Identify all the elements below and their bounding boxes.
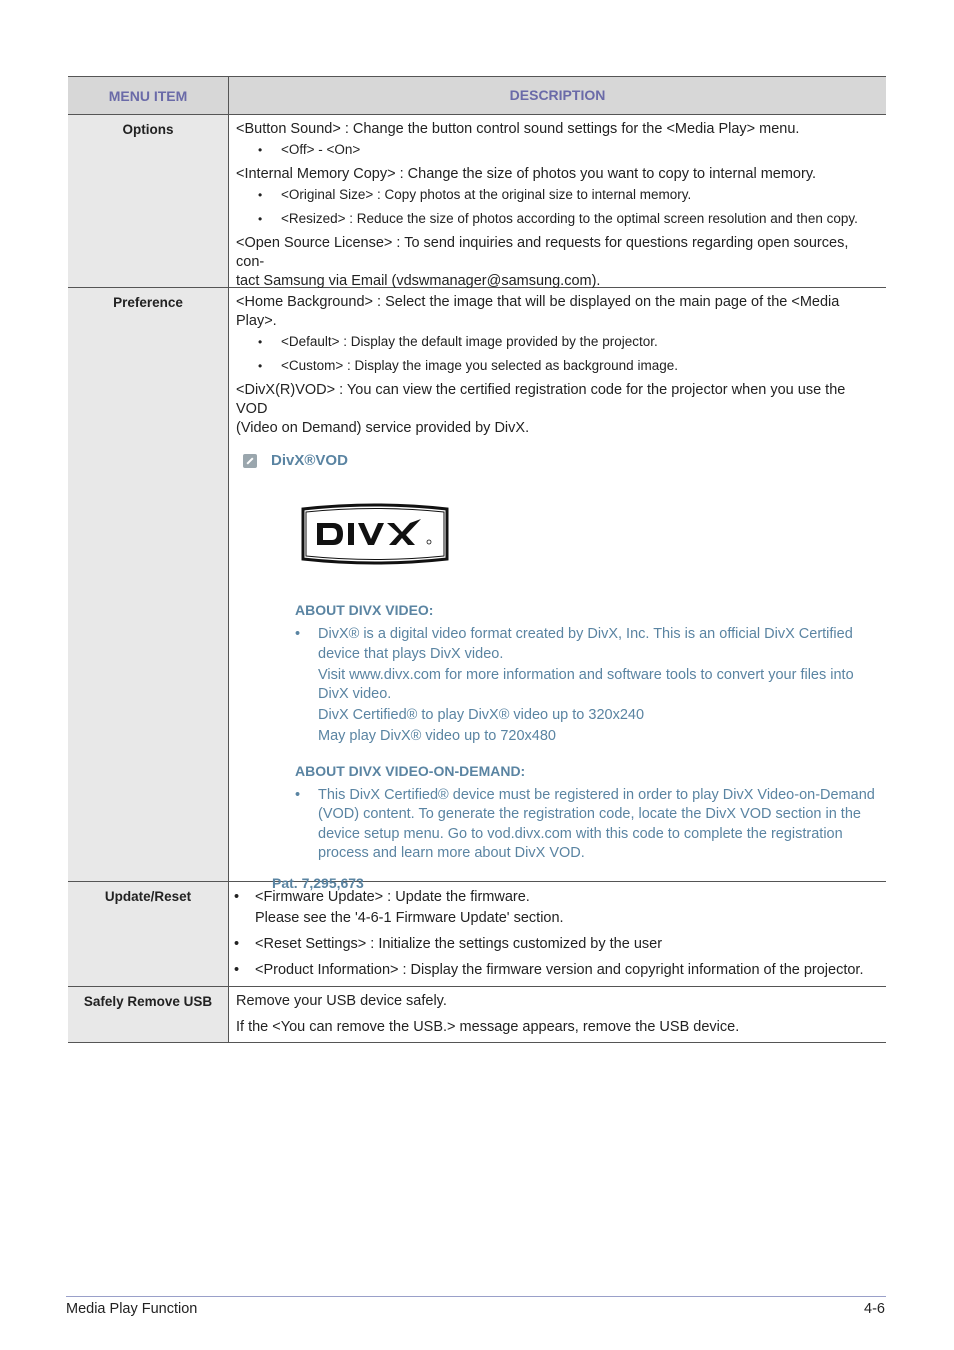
update-reset-description xyxy=(229,882,886,986)
firmware-update-text: <Firmware Update> : Update the firmware. xyxy=(255,889,530,905)
list-item: • <Resized> : Reduce the size of photos according to the optimal screen resolution and then copy. xyxy=(236,210,878,228)
list-item: • <Product Information> : Display the firmware version and copyright information of the projector. xyxy=(236,960,878,981)
update-reset-list xyxy=(236,887,878,981)
about-divx-video-title: ABOUT DIVX VIDEO: xyxy=(295,602,434,618)
about-vod-text: • This DivX Certified® device must be registered in order to play DivX Video-on-Demand (VOD) content. To generate the registration code, locate the DivX VOD section in the device setup menu. Go to vod.divx.com with this code to complete the registration process and learn more about DivX VOD. xyxy=(318,786,875,861)
list-item: • <Original Size> : Copy photos at the original size to internal memory. xyxy=(236,186,878,204)
safely-remove-line-2: If the <You can remove the USB.> message appears, remove the USB device. xyxy=(236,1019,740,1035)
divx-vod-text-line-2: (Video on Demand) service provided by DivX. xyxy=(236,420,530,436)
table-header-row xyxy=(68,77,886,115)
menu-description-table xyxy=(68,76,886,1043)
divx-note-title: DivX®VOD xyxy=(271,452,348,469)
preference-description xyxy=(229,288,886,891)
about-video-line: Visit www.divx.com for more information and software tools to convert your files into DivX video. xyxy=(318,666,854,702)
safely-remove-description xyxy=(229,987,886,1042)
firmware-update-note: Please see the '4-6-1 Firmware Update' section. xyxy=(255,910,564,926)
about-video-line: • DivX® is a digital video format created by DivX, Inc. This is an official DivX Certified device that plays DivX video. xyxy=(318,626,853,662)
safely-remove-line-1: Remove your USB device safely. xyxy=(236,993,447,1009)
about-divx-vod-bullet xyxy=(295,786,878,864)
menu-item-preference: Preference xyxy=(68,288,229,881)
list-item: • <Custom> : Display the image you selected as background image. xyxy=(236,357,878,375)
menu-item-options: Options xyxy=(68,115,229,287)
table-row-safely-remove-usb xyxy=(68,987,886,1043)
patent-number: Pat. 7,295,673 xyxy=(272,874,364,891)
note-icon xyxy=(243,454,257,468)
footer-page-number: 4-6 xyxy=(864,1301,885,1317)
divx-note-heading xyxy=(243,451,878,470)
header-description: DESCRIPTION xyxy=(229,77,886,114)
footer-section-title: Media Play Function xyxy=(66,1301,198,1317)
internal-copy-text: <Internal Memory Copy> : Change the size of photos you want to copy to internal memory. xyxy=(236,166,817,182)
list-item: • <Off> - <On> xyxy=(236,141,878,159)
button-sound-text: <Button Sound> : Change the button control sound settings for the <Media Play> menu. xyxy=(236,121,800,137)
home-background-options xyxy=(236,333,878,375)
footer-divider xyxy=(66,1296,886,1297)
about-video-line: DivX Certified® to play DivX® video up to 320x240 xyxy=(318,707,645,723)
menu-item-safely-remove-usb: Safely Remove USB xyxy=(68,987,229,1042)
license-text-line-2: tact Samsung via Email (vdswmanager@samsung.com). xyxy=(236,273,601,289)
home-background-text: <Home Background> : Select the image that will be displayed on the main page of the <Media Play>. xyxy=(236,294,840,329)
divx-logo-icon xyxy=(297,503,453,565)
list-item: • <Reset Settings> : Initialize the settings customized by the user xyxy=(236,934,878,955)
about-divx-section xyxy=(295,601,878,864)
about-divx-video-bullet xyxy=(295,625,878,747)
list-item: • <Default> : Display the default image provided by the projector. xyxy=(236,333,878,351)
divx-vod-text-line-1: <DivX(R)VOD> : You can view the certified registration code for the projector when you use the VOD xyxy=(236,382,846,417)
about-video-line: May play DivX® video up to 720x480 xyxy=(318,728,556,744)
about-divx-vod-title: ABOUT DIVX VIDEO-ON-DEMAND: xyxy=(295,762,526,779)
list-item xyxy=(236,887,878,929)
table-row-options xyxy=(68,115,886,288)
license-text-line-1: <Open Source License> : To send inquiries and requests for questions regarding open sources, con- xyxy=(236,235,849,270)
table-row-preference xyxy=(68,288,886,891)
options-description xyxy=(229,115,886,287)
internal-copy-options xyxy=(236,186,878,228)
button-sound-options xyxy=(236,141,878,159)
menu-item-update-reset: Update/Reset xyxy=(68,882,229,986)
table-row-update-reset xyxy=(68,882,886,987)
header-menu-item: MENU ITEM xyxy=(68,77,229,114)
